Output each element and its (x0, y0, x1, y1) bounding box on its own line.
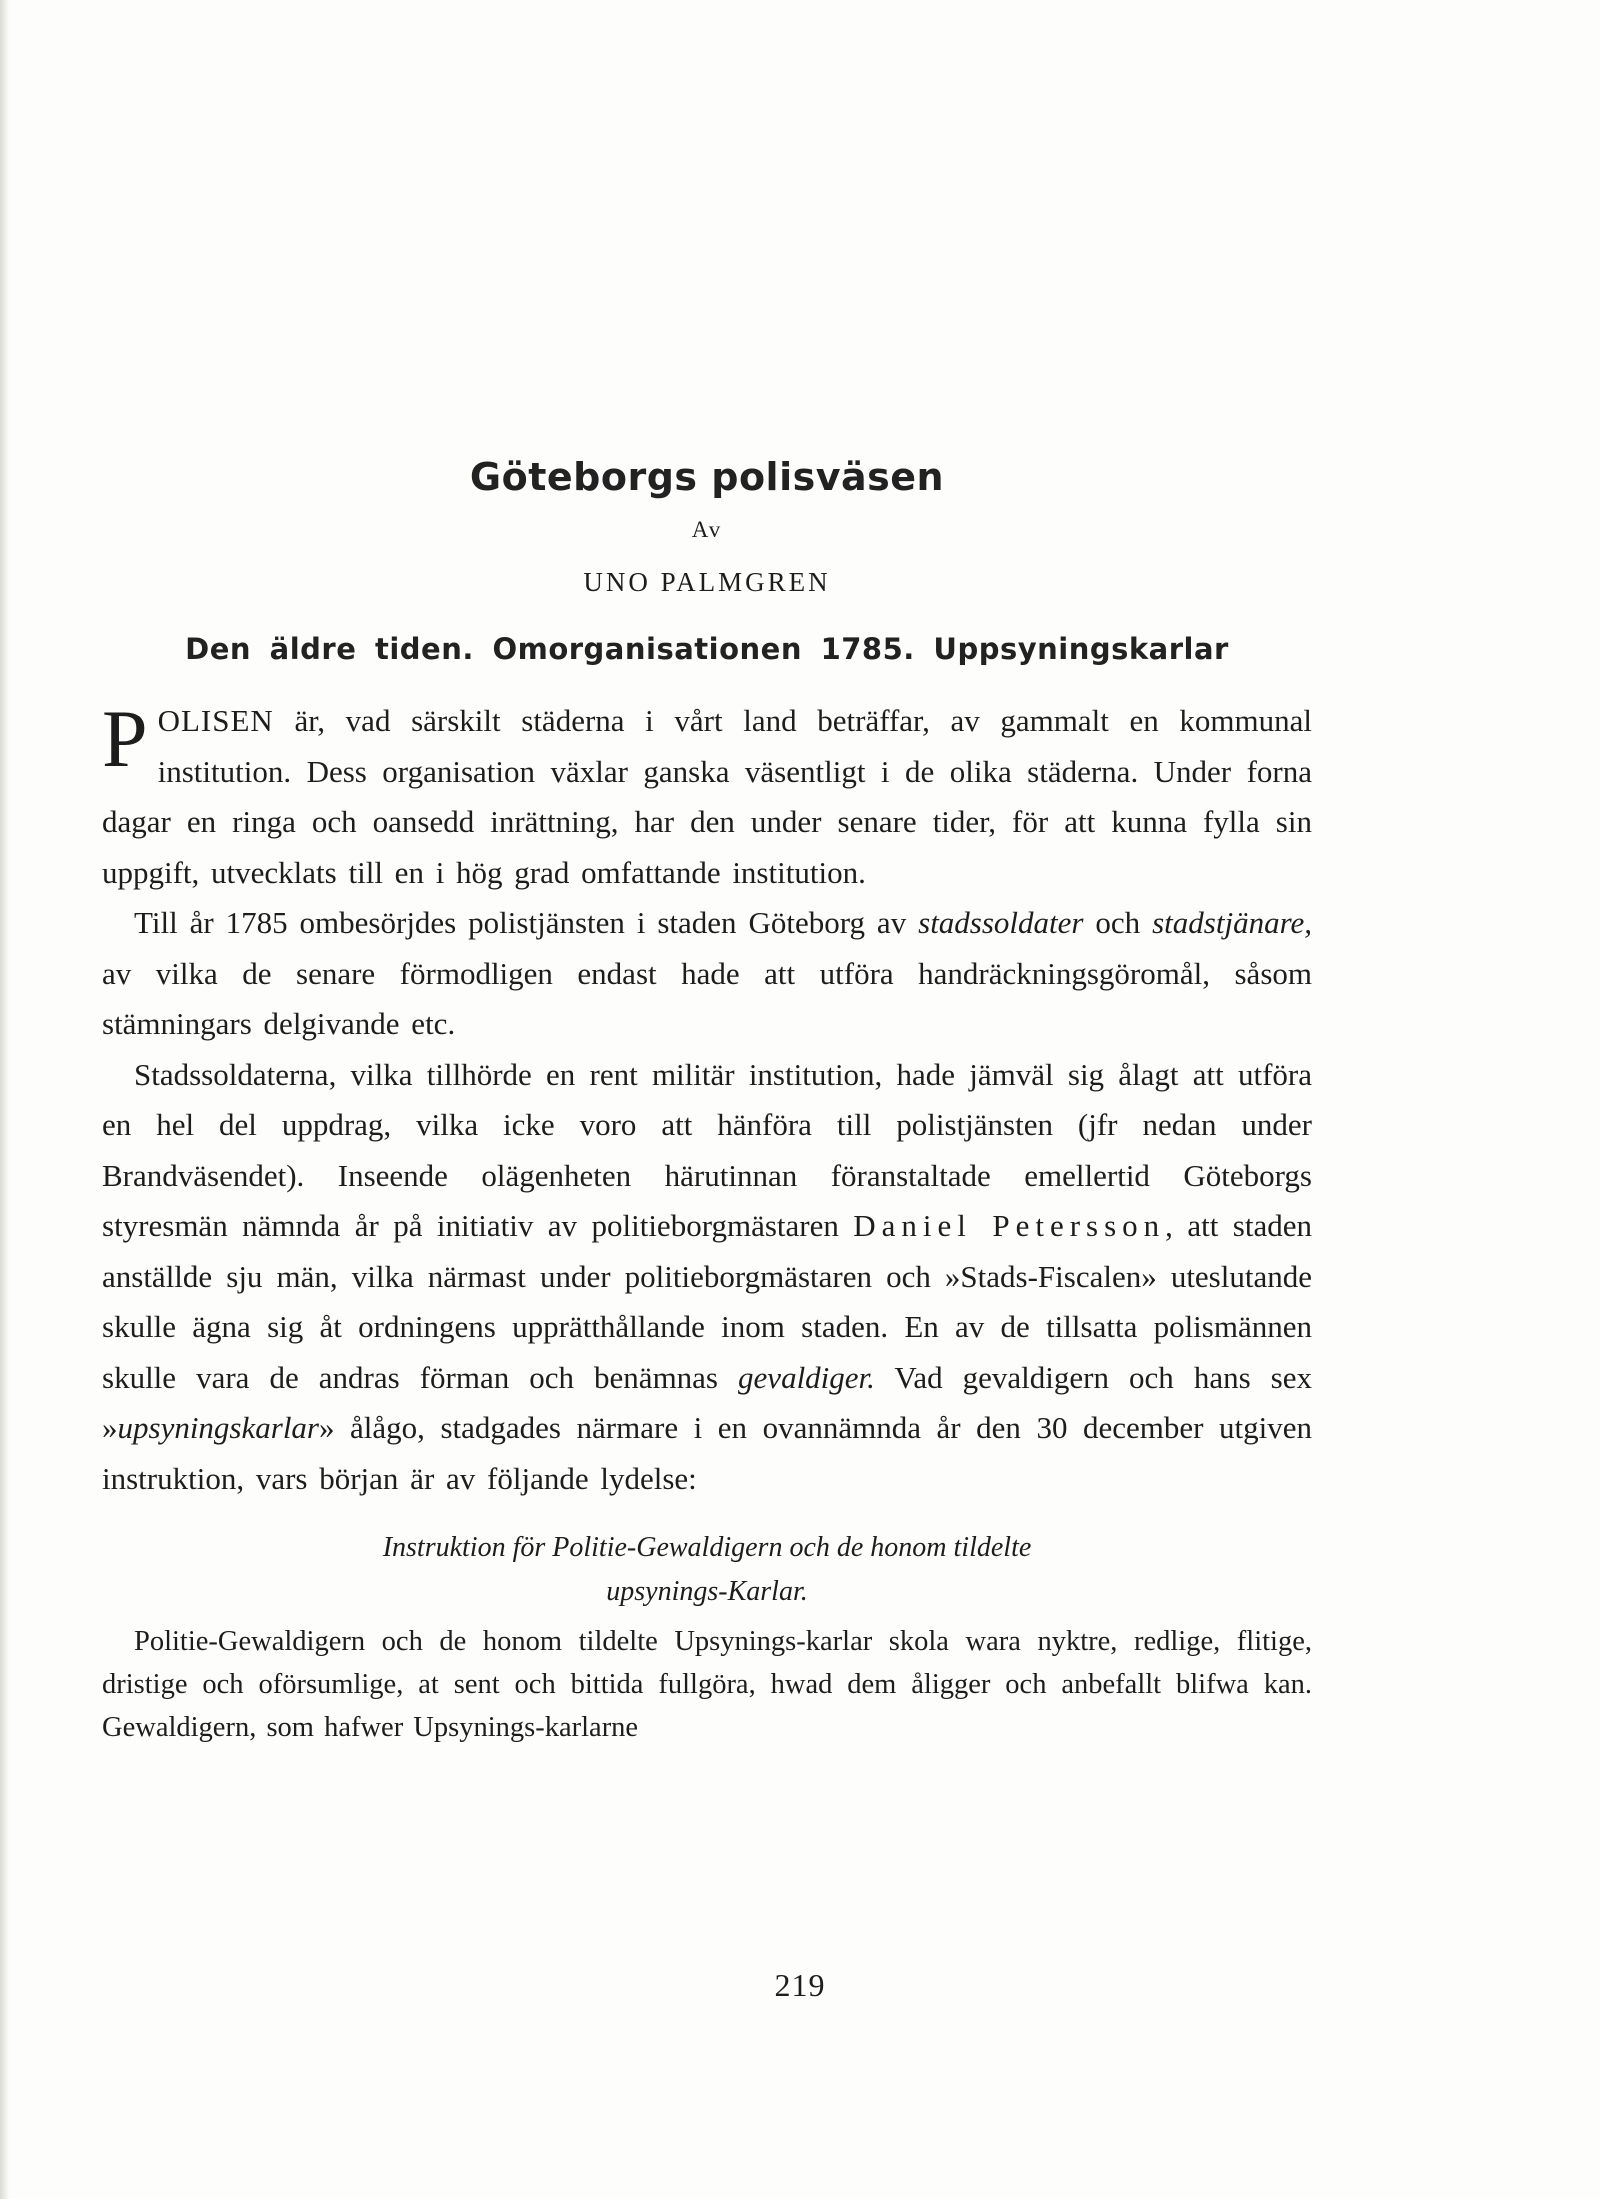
drop-cap: P (102, 693, 148, 784)
paragraph-2 (102, 898, 1312, 1050)
paragraph-3-text-a: Stadssoldaterna, vilka tillhörde en rent militär institution, hade jämväl sig ålagt att utföra en hel del uppdrag, vilka icke voro att hänföra till polistjänsten (jfr nedan under Brandväsendet). Inseende olägenheten härutinnan föranstaltade emellertid Göteborgs styresmän nämnda år på initiativ av politieborgmästaren (102, 1056, 1312, 1243)
paragraph-3 (102, 1050, 1312, 1505)
article-title: Göteborgs polisväsen (469, 455, 945, 499)
paragraph-1 (102, 693, 1312, 898)
instruction-title (102, 1526, 1312, 1614)
page-number: 219 (774, 1967, 826, 2003)
paragraph-3-text-c: , att staden anställde sju män, vilka närmast under politieborgmästaren och »Stads-Fiscalen» uteslutande skulle ägna sig åt ordningens upprätthållande inom staden. En av de tillsatta polismännen skulle vara de andras förman och benämnas (102, 1208, 1312, 1395)
instruction-title-line-2: upsynings-Karlar. (606, 1576, 808, 1607)
paragraph-2-text-c: och (1083, 905, 1153, 940)
paragraph-2-emph-stadssoldater: stadssoldater (918, 905, 1084, 940)
paragraph-3-text-g: » ålågo, stadgades närmare i en ovannämnda år den 30 december utgiven instruktion, vars början är av följande lydelse: (102, 1410, 1312, 1496)
page-edge-shadow (0, 0, 9, 2199)
byline-label: Av (691, 517, 723, 542)
instruction-text: Politie-Gewaldigern och de honom tildelte Upsynings-karlar skola wara nyktre, redlige, flitige, dristige och oförsumlige, at sent och bittida fullgöra, hwad dem åligger och anbefallt blifwa kan. Gewaldigern, som hafwer Upsynings-karlarne (102, 1626, 1312, 1743)
instruction-title-line-1: Instruktion för Politie-Gewaldigern och de honom tildelte (382, 1532, 1032, 1563)
paragraph-2-emph-stadstjanare: stadstjänare, (1152, 905, 1312, 940)
paragraph-2-text-a: Till år 1785 ombesörjdes polistjänsten i staden Göteborg av (134, 905, 919, 940)
paragraph-3-spaced-name: Daniel Petersson (853, 1208, 1166, 1243)
author-name: UNO PALMGREN (583, 567, 831, 597)
paragraph-1-text: är, vad särskilt städerna i vårt land beträffar, av gammalt en kommunal institution. Dess organisation växlar ganska väsentligt i de olika städerna. Under forna dagar en ringa och oansedd inrättning, har den under senare tider, för att kunna fylla sin uppgift, utvecklats till en i hög grad omfattande institution. (102, 703, 1312, 890)
paragraph-3-emph-gevaldiger: gevaldiger. (738, 1359, 875, 1395)
paragraph-1-lead: OLISEN (157, 703, 274, 738)
section-heading: Den äldre tiden. Omorganisationen 1785. Uppsyningskarlar (185, 632, 1229, 666)
paragraph-3-text-e: Vad gevaldigern och hans sex » (102, 1359, 1312, 1445)
paragraph-2-text-e: av vilka de senare förmodligen endast hade att utföra handräckningsgöromål, såsom stämningars delgivande etc. (102, 955, 1312, 1041)
paragraph-3-emph-upsyningskarlar: upsyningskarlar (117, 1410, 319, 1445)
page-content (102, 455, 1312, 1749)
